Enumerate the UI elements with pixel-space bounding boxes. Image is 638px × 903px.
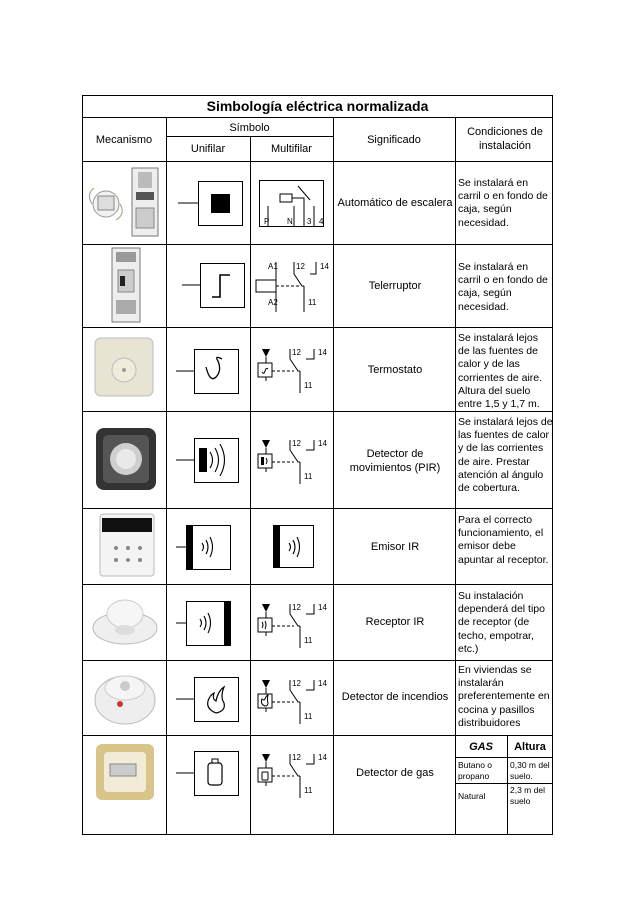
teleruptor-photo xyxy=(110,246,144,324)
row-divider xyxy=(455,783,553,784)
terminal-label: P xyxy=(264,217,270,226)
significado-text: Receptor IR xyxy=(365,616,425,628)
terminal-label: 12 xyxy=(292,679,301,688)
terminal-label: 11 xyxy=(308,298,317,307)
col-divider xyxy=(455,117,456,835)
gas-type: Natural xyxy=(458,791,486,801)
multifilar-teleruptor-symbol xyxy=(254,256,332,320)
header-condiciones: Condiciones de instalación xyxy=(467,126,543,152)
smoke-detector-photo xyxy=(92,664,158,730)
terminal-label: 4 xyxy=(319,217,324,226)
ir-emitter-photo xyxy=(98,512,156,578)
row-divider xyxy=(82,584,553,585)
condiciones-text: Se instalará en carril o en fondo de caja, según necesidad. xyxy=(458,177,548,229)
gas-altura: 2,3 m del suelo xyxy=(510,785,545,806)
col-divider xyxy=(250,136,251,835)
row-divider xyxy=(82,244,553,245)
ir-receiver-photo xyxy=(90,592,160,652)
multifilar-gas-symbol xyxy=(254,746,332,806)
terminal-label: 11 xyxy=(304,381,313,390)
terminal-label: 12 xyxy=(292,603,301,612)
thermostat-photo xyxy=(93,336,157,400)
condiciones-text: En viviendas se instalarán preferentemente en cocina y pasillos distribuidores xyxy=(458,664,550,729)
terminal-label: 12 xyxy=(292,439,301,448)
terminal-label: 14 xyxy=(318,679,327,688)
header-unifilar: Unifilar xyxy=(190,143,226,155)
row-divider xyxy=(82,508,553,509)
gas-header: GAS xyxy=(469,741,493,753)
terminal-label: 11 xyxy=(304,786,313,795)
row-divider xyxy=(82,660,553,661)
terminal-label: A1 xyxy=(268,262,278,271)
row-divider xyxy=(82,117,553,118)
multifilar-ir-emitter-symbol xyxy=(265,517,325,577)
multifilar-fire-symbol xyxy=(254,672,332,732)
multifilar-thermostat-symbol xyxy=(254,341,332,401)
terminal-label: 14 xyxy=(318,753,327,762)
multifilar-ir-receiver-symbol xyxy=(254,596,332,656)
row-divider xyxy=(82,735,553,736)
significado-text: Detector de movimientos (PIR) xyxy=(349,448,441,474)
unifilar-pir-symbol xyxy=(172,430,248,490)
terminal-label: 14 xyxy=(318,439,327,448)
significado-text: Termostato xyxy=(367,364,423,376)
condiciones-text: Se instalará lejos de las fuentes de calor y de las corrientes de aire. Altura del suelo entre 1,5 y 1,7 m. xyxy=(458,332,543,411)
col-divider xyxy=(333,117,334,835)
unifilar-ir-emitter-symbol xyxy=(172,517,248,577)
terminal-label: 11 xyxy=(304,712,313,721)
unifilar-ir-receiver-symbol xyxy=(172,593,248,653)
row-divider xyxy=(455,757,553,758)
header-simbolo: Símbolo xyxy=(229,122,270,134)
table-title: Simbología eléctrica normalizada xyxy=(206,98,429,114)
terminal-label: 12 xyxy=(296,262,305,271)
multifilar-staircase-symbol xyxy=(254,172,332,236)
header-mecanismo: Mecanismo xyxy=(95,134,153,146)
row-divider xyxy=(82,327,553,328)
terminal-label: 11 xyxy=(304,472,313,481)
terminal-label: 12 xyxy=(292,348,301,357)
condiciones-text: Se instalará en carril o en fondo de caja, según necesidad. xyxy=(458,261,548,313)
row-divider xyxy=(82,161,553,162)
gas-altura: 0,30 m del suelo. xyxy=(510,760,550,781)
terminal-label: 12 xyxy=(292,753,301,762)
terminal-label: 14 xyxy=(320,262,329,271)
unifilar-gas-symbol xyxy=(172,743,248,803)
unifilar-staircase-symbol xyxy=(172,173,248,233)
terminal-label: A2 xyxy=(268,298,278,307)
header-multifilar: Multifilar xyxy=(271,143,312,155)
terminal-label: 11 xyxy=(304,636,313,645)
unifilar-thermostat-symbol xyxy=(172,341,248,401)
condiciones-text: Se instalará lejos de las fuentes de calor y de las corrientes de aire. Prestar atención al ángulo de cobertura. xyxy=(458,416,553,495)
col-divider xyxy=(166,117,167,835)
gas-type: Butano o propano xyxy=(458,760,493,781)
staircase-timer-photo xyxy=(86,164,164,242)
significado-text: Automático de escalera xyxy=(337,197,453,209)
terminal-label: N xyxy=(287,217,293,226)
header-significado: Significado xyxy=(367,134,421,146)
terminal-label: 14 xyxy=(318,603,327,612)
significado-text: Detector de incendios xyxy=(341,691,449,703)
terminal-label: 14 xyxy=(318,348,327,357)
pir-detector-photo xyxy=(93,425,159,495)
unifilar-fire-symbol xyxy=(172,669,248,729)
significado-text: Telerruptor xyxy=(368,280,422,292)
gas-detector-photo xyxy=(94,742,156,802)
unifilar-teleruptor-symbol xyxy=(172,255,248,315)
significado-text: Detector de gas xyxy=(356,767,434,779)
altura-header: Altura xyxy=(514,741,546,753)
condiciones-text: Para el correcto funcionamiento, el emisor debe apuntar al receptor. xyxy=(458,514,549,566)
terminal-label: 3 xyxy=(307,217,312,226)
significado-text: Emisor IR xyxy=(370,541,420,553)
multifilar-pir-symbol xyxy=(254,432,332,492)
condiciones-text: Su instalación dependerá del tipo de receptor (de techo, empotrar, etc.) xyxy=(458,590,545,655)
